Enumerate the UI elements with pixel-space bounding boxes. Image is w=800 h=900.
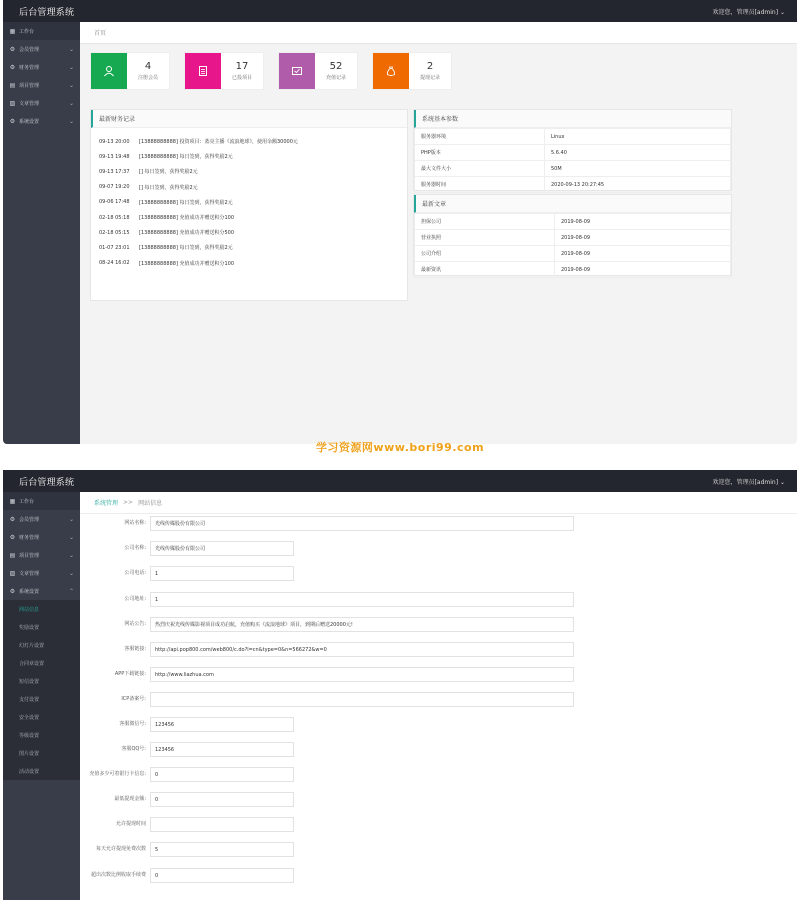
breadcrumb-separator: >>: [123, 499, 134, 506]
stats-row: [90, 52, 466, 90]
tab-home[interactable]: 首页: [94, 30, 107, 37]
table-row: PHP版本 5.6.40: [415, 145, 731, 161]
gear-icon: ⚙: [9, 117, 16, 125]
main-content: [80, 22, 797, 444]
service-link-input[interactable]: http://api.pop800.com/web800/c.do?l=cn&type=0&n=566272&w=0: [150, 642, 574, 657]
form-row: 客服链接: http://api.pop800.com/web800/c.do?l=cn&type=0&n=566272&w=0: [80, 642, 574, 657]
user-menu[interactable]: 欢迎您，管理员[admin] ⌄: [712, 478, 785, 486]
stat-label: 注册会员: [137, 75, 158, 81]
finance-list: [91, 128, 407, 271]
breadcrumb-parent[interactable]: 系统管理: [94, 500, 119, 507]
sidebar-item-finance[interactable]: ⚙ 财务管理 ⌄: [9, 63, 74, 71]
top-bar: [3, 0, 797, 22]
table-row[interactable]: 公司介绍 2019-08-09: [415, 246, 731, 262]
chevron-down-icon: ⌄: [68, 99, 74, 107]
sidebar-item-articles[interactable]: ▧ 文章管理 ⌄: [9, 99, 74, 107]
form-row: 充值多少可着银行卡信息: 0: [80, 767, 294, 782]
submenu-activities[interactable]: 活动设置: [19, 768, 40, 775]
folder-icon: ▤: [9, 551, 16, 559]
chevron-down-icon: ⌄: [68, 551, 74, 559]
sidebar-item-finance[interactable]: ⚙ 财务管理 ⌄: [9, 533, 74, 541]
form-row: 客服微信号: 123456: [80, 717, 294, 732]
submenu-contract-seal[interactable]: 合同章设置: [19, 660, 45, 667]
site-info-form: [80, 516, 797, 900]
user-menu[interactable]: 欢迎您，管理员[admin] ⌄: [712, 8, 785, 16]
chevron-down-icon: ⌄: [68, 569, 74, 577]
app-title: 后台管理系统: [19, 477, 75, 488]
list-item: 01-07 23:01 [13888888888] 每日签到，获得奖励2元: [99, 244, 233, 252]
app-download-input[interactable]: http://www.liazhua.com: [150, 667, 574, 682]
chevron-up-icon: ⌃: [68, 587, 74, 595]
sidebar-item-articles[interactable]: ▧ 文章管理 ⌄: [9, 569, 74, 577]
form-row: 允许提现时间: [80, 817, 294, 832]
table-row: 服务器环境 Linux: [415, 129, 731, 145]
stat-label: 充值记录: [325, 75, 346, 81]
submenu-levels[interactable]: 等级设置: [19, 732, 40, 739]
table-row[interactable]: 营业执照 2019-08-09: [415, 230, 731, 246]
chevron-down-icon: ⌄: [779, 478, 785, 486]
stat-value: 2: [426, 61, 434, 72]
money-bag-icon: [373, 53, 409, 89]
excess-fee-input[interactable]: 0: [150, 868, 294, 883]
form-row: 每天允许提现免费次数 5: [80, 842, 294, 857]
sidebar-item-projects[interactable]: ▤ 项目管理 ⌄: [9, 551, 74, 559]
gear-icon: ⚙: [9, 587, 16, 595]
finance-panel: [90, 109, 408, 301]
site-name-input[interactable]: 光线传媒股份有限公司: [150, 516, 574, 531]
submenu-payment[interactable]: 支付设置: [19, 696, 40, 703]
chevron-down-icon: ⌄: [68, 45, 74, 53]
table-row: 最大文件大小 50M: [415, 161, 731, 177]
recharge-icon: [279, 53, 315, 89]
system-info-panel: [413, 109, 732, 191]
form-row: 公司名称: 光线传媒股份有限公司: [80, 541, 294, 556]
submenu-images[interactable]: 图片设置: [19, 750, 40, 757]
articles-panel: [413, 194, 732, 276]
list-item: 09-13 20:00 [13888888888] 投资项目：蓝亮主播《流浪地球》，使用余额30000元: [99, 138, 298, 146]
document-icon: ▧: [9, 99, 16, 107]
panel-title: 最新财务记录: [91, 110, 407, 128]
main-content: [80, 492, 797, 900]
chevron-down-icon: ⌄: [68, 63, 74, 71]
articles-table: [414, 213, 731, 278]
settings-screenshot: [3, 470, 797, 900]
stat-value: 4: [144, 61, 152, 72]
app-title: 后台管理系统: [19, 7, 75, 18]
sidebar-item-projects[interactable]: ▤ 项目管理 ⌄: [9, 81, 74, 89]
stat-label: 已投项目: [231, 75, 252, 81]
sidebar-item-dashboard[interactable]: ▦ 工作台: [3, 492, 80, 510]
breadcrumb: [80, 492, 797, 514]
sidebar: [3, 492, 80, 900]
table-row: 服务器时间 2020-09-13 20:27:45: [415, 177, 731, 193]
dashboard-screenshot: [3, 0, 797, 444]
submenu-sms[interactable]: 短信设置: [19, 678, 40, 685]
withdraw-time-input[interactable]: [150, 817, 294, 832]
chevron-down-icon: ⌄: [68, 533, 74, 541]
list-item: 09-13 17:37 [] 每日签到，获得奖励2元: [99, 168, 198, 176]
form-row: 公司电话: 1: [80, 566, 294, 581]
stat-value: 17: [235, 61, 249, 72]
user-icon: [91, 53, 127, 89]
system-info-table: [414, 128, 731, 193]
gear-icon: ⚙: [9, 45, 16, 53]
sidebar: [3, 22, 80, 444]
gear-icon: ⚙: [9, 533, 16, 541]
stat-card-withdrawals[interactable]: [372, 52, 452, 90]
form-row: 公司地址: 1: [80, 592, 574, 607]
site-notice-input[interactable]: 热烈庆祝光线传媒影视项目成功启航，充值购买《流浪地球》项目，到期后赠送20000元!: [150, 617, 574, 632]
panel-title: 最新文章: [414, 195, 731, 213]
service-wechat-input[interactable]: 123456: [150, 717, 294, 732]
submenu-site-info[interactable]: 网站信息: [19, 606, 40, 613]
top-bar: [3, 470, 797, 492]
service-qq-input[interactable]: 123456: [150, 742, 294, 757]
sidebar-item-members[interactable]: ⚙ 会员管理 ⌄: [9, 515, 74, 523]
watermark-text: 学习资源网www.bori99.com: [315, 441, 485, 454]
panel-title: 系统基本参数: [414, 110, 731, 128]
table-row[interactable]: 最新资讯 2019-08-09: [415, 262, 731, 278]
chevron-down-icon: ⌄: [68, 117, 74, 125]
sidebar-item-dashboard[interactable]: ▦ 工作台: [3, 22, 80, 40]
document-icon: ▧: [9, 569, 16, 577]
stat-card-members[interactable]: [90, 52, 170, 90]
stat-value: 52: [329, 61, 343, 72]
sidebar-item-settings[interactable]: ⚙ 系统设置 ⌄: [9, 117, 74, 125]
free-withdraw-count-input[interactable]: 5: [150, 842, 294, 857]
submenu-reward[interactable]: 奖励设置: [19, 624, 40, 631]
gear-icon: ⚙: [9, 515, 16, 523]
stat-card-investments[interactable]: [184, 52, 264, 90]
settings-submenu: [3, 600, 80, 780]
min-withdraw-input[interactable]: 0: [150, 792, 294, 807]
chevron-down-icon: ⌄: [68, 81, 74, 89]
list-item: 09-06 17:48 [13888888888] 每日签到，获得奖励2元: [99, 199, 233, 206]
submenu-slides[interactable]: 幻灯片设置: [19, 642, 45, 649]
form-row: 客服QQ号: 123456: [80, 742, 294, 757]
company-phone-input[interactable]: 1: [150, 566, 294, 581]
list-item: 09-13 19:48 [13888888888] 每日签到，获得奖励2元: [99, 153, 233, 161]
submenu-security[interactable]: 安全设置: [19, 714, 40, 721]
form-row: ICP备案号:: [80, 692, 574, 707]
folder-icon: ▤: [9, 81, 16, 89]
list-item: 08-24 16:02 [13888888888] 充值成功并赠送积分100: [99, 260, 235, 267]
list-item: 02-18 05:18 [13888888888] 充值成功并赠送积分100: [99, 214, 235, 222]
form-row: 网站名称: 光线传媒股份有限公司: [80, 516, 574, 531]
stat-label: 提现记录: [419, 75, 440, 81]
breadcrumb: [80, 22, 797, 44]
form-row: 超出次数比例收取手续费 0: [80, 868, 294, 883]
breadcrumb-current: 网站信息: [138, 500, 163, 507]
sidebar-item-members[interactable]: ⚙ 会员管理 ⌄: [9, 45, 74, 53]
chevron-down-icon: ⌄: [68, 515, 74, 523]
form-row: 最低提现金额: 0: [80, 792, 294, 807]
bank-card-threshold-input[interactable]: 0: [150, 767, 294, 782]
table-row[interactable]: 担保公司 2019-08-09: [415, 214, 731, 230]
company-address-input[interactable]: 1: [150, 592, 574, 607]
form-row: 网站公告: 热烈庆祝光线传媒影视项目成功启航，充值购买《流浪地球》项目，到期后赠送20000元!: [80, 617, 574, 632]
icp-input[interactable]: [150, 692, 574, 707]
list-icon: [185, 53, 221, 89]
list-item: 02-18 05:15 [13888888888] 充值成功并赠送积分500: [99, 229, 235, 237]
dashboard-icon: ▦: [9, 27, 16, 35]
chevron-down-icon: ⌄: [779, 8, 785, 16]
gear-icon: ⚙: [9, 63, 16, 71]
dashboard-icon: ▦: [9, 497, 16, 505]
list-item: 09-07 19:20 [] 每日签到，获得奖励2元: [99, 184, 198, 191]
company-name-input[interactable]: 光线传媒股份有限公司: [150, 541, 294, 556]
sidebar-item-settings[interactable]: ⚙ 系统设置 ⌃: [9, 587, 74, 595]
stat-card-recharges[interactable]: [278, 52, 358, 90]
form-row: APP下载链接: http://www.liazhua.com: [80, 667, 574, 682]
